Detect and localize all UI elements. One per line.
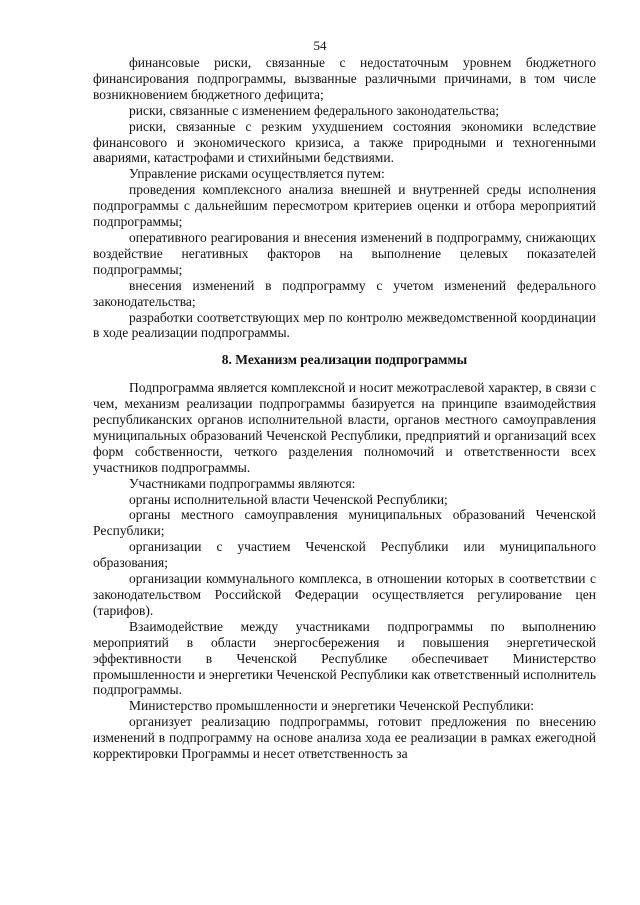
paragraph-analysis: проведения комплексного анализа внешней и внутренней среды исполнения подпрограммы с дальнейшим пересмотром критериев оценки и отбора мероприятий подпрограммы; [93, 182, 596, 230]
paragraph-legislation-risks: риски, связанные с изменением федерального законодательства; [129, 102, 500, 118]
paragraph-coordination-measures: разработки соответствующих мер по контролю межведомственной координации в ходе реализации подпрограммы. [93, 309, 596, 341]
paragraph-participant-organizations: организации с участием Чеченской Республики или муниципального образования; [93, 539, 596, 571]
paragraph-ministry-duties: организует реализацию подпрограммы, готовит предложения по внесению изменений в подпрограмму на основе анализа хода ее реализации в рамках ежегодной корректировки Программы и несет ответственность за [93, 714, 596, 762]
paragraph-legislation-changes: внесения изменений в подпрограмму с учетом изменений федерального законодательства; [93, 277, 596, 309]
document-body [93, 55, 596, 762]
paragraph-ministry-intro: Министерство промышленности и энергетики Чеченской Республики: [129, 698, 534, 714]
paragraph-financial-risks: финансовые риски, связанные с недостаточным уровнем бюджетного финансирования подпрограммы, вызванные различными причинами, в том числе возникновением бюджетного дефицита; [93, 55, 596, 102]
paragraph-risk-management-intro: Управление рисками осуществляется путем: [129, 166, 385, 182]
paragraph-participant-utilities: организации коммунального комплекса, в отношении которых в соответствии с законодательством Российской Федерации осуществляется регулирование цен (тарифов). [93, 571, 596, 618]
paragraph-interaction: Взаимодействие между участниками подпрограммы по выполнению мероприятий в области энергосбережения и повышения энергетической эффективности в Чеченской Республике обеспечивает Министерство промышленности и энергетики Чеченской Республики как ответственный исполнитель подпрограммы. [93, 618, 596, 698]
paragraph-operative-response: оперативного реагирования и внесения изменений в подпрограмму, снижающих воздействие негативных факторов на выполнение целевых показателей подпрограммы; [93, 229, 596, 277]
paragraph-economic-risks: риски, связанные с резким ухудшением состояния экономики вследствие финансового и экономического кризиса, а также природными и техногенными авариями, катастрофами и стихийными бедствиями. [93, 118, 596, 166]
paragraph-mechanism: Подпрограмма является комплексной и носит межотраслевой характер, в связи с чем, механизм реализации подпрограммы базируется на принципе взаимодействия республиканских органов исполнительной власти, органов местного самоуправления муниципальных образований Чеченской Республики, предприятий и организаций всех форм собственности, четкого разделения полномочий и ответственности всех участников подпрограммы. [93, 380, 596, 475]
paragraph-participant-executive: органы исполнительной власти Чеченской Республики; [129, 491, 448, 507]
page-number: 54 [313, 38, 327, 53]
paragraph-participant-local: органы местного самоуправления муниципальных образований Чеченской Республики; [93, 507, 596, 539]
paragraph-participants-intro: Участниками подпрограммы являются: [129, 475, 356, 491]
section-heading: 8. Механизм реализации подпрограммы [221, 352, 468, 368]
